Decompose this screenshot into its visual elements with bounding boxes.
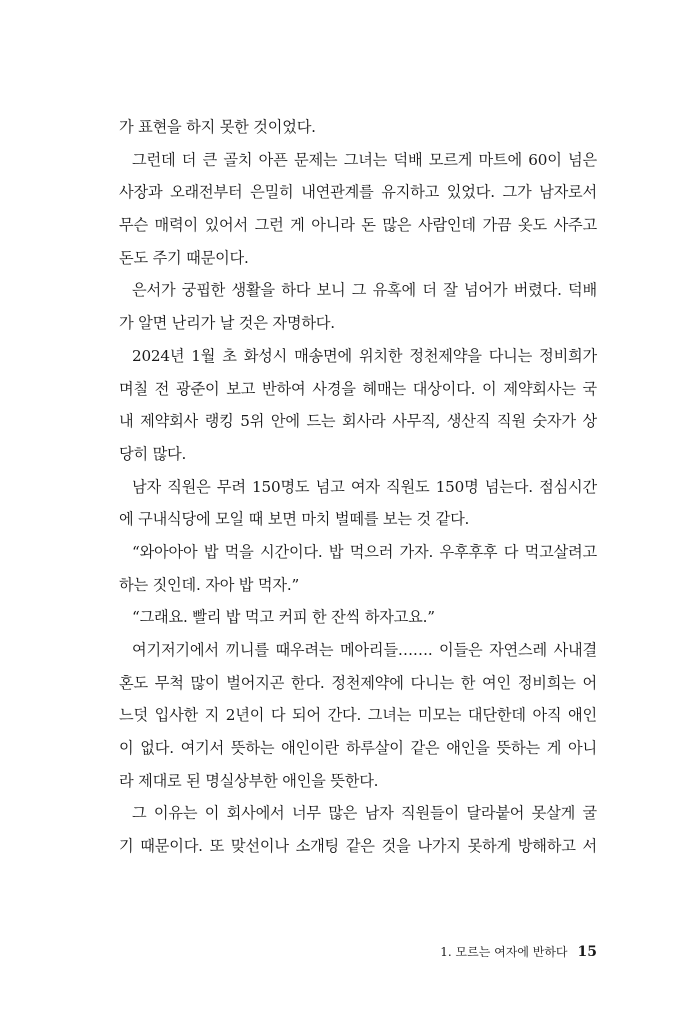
- chapter-title: 1. 모르는 여자에 반하다: [440, 945, 568, 959]
- text-line: 남자 직원은 무려 150명도 넘고 여자 직원도 150명 넘는다. 점심시간: [132, 477, 597, 496]
- text-line: 혼도 무척 많이 벌어지곤 한다. 정천제약에 다니는 한 여인 정비희는 어: [119, 673, 597, 692]
- text-line: 사장과 오래전부터 은밀히 내연관계를 유지하고 있었다. 그가 남자로서: [119, 183, 597, 202]
- page-number: 15: [577, 944, 597, 960]
- text-line: 내 제약회사 랭킹 5위 안에 드는 회사라 사무직, 생산직 직원 숫자가 상: [119, 412, 597, 431]
- text-line: 이 없다. 여기서 뜻하는 애인이란 하루살이 같은 애인을 뜻하는 게 아니: [119, 739, 597, 758]
- text-line: 그 이유는 이 회사에서 너무 많은 남자 직원들이 달라붙어 못살게 굴: [132, 804, 597, 823]
- text-line: 에 구내식당에 모일 때 보면 마치 벌떼를 보는 것 같다.: [119, 510, 470, 529]
- running-footer: [440, 943, 597, 960]
- text-line: 가 표현을 하지 못한 것이었다.: [119, 118, 316, 136]
- text-line: 2024년 1월 초 화성시 매송면에 위치한 정천제약을 다니는 정비희가: [132, 346, 597, 365]
- text-line: 느덧 입사한 지 2년이 다 되어 간다. 그녀는 미모는 대단한데 아직 애인: [119, 706, 597, 725]
- text-line: 무슨 매력이 있어서 그런 게 아니라 돈 많은 사람인데 가끔 옷도 사주고: [119, 216, 597, 235]
- text-line: “그래요. 빨리 밥 먹고 커피 한 잔씩 하자고요.”: [132, 608, 435, 627]
- body-text: [119, 111, 597, 863]
- text-line: 가 알면 난리가 날 것은 자명하다.: [119, 314, 335, 333]
- text-line: 여기저기에서 끼니를 때우려는 메아리들……. 이들은 자연스레 사내결: [132, 641, 597, 659]
- text-line: 하는 짓인데. 자아 밥 먹자.”: [119, 575, 300, 594]
- text-line: 며칠 전 광준이 보고 반하여 사경을 헤매는 대상이다. 이 제약회사는 국: [119, 379, 597, 398]
- text-line: “와아아아 밥 먹을 시간이다. 밥 먹으러 가자. 우후후후 다 먹고살려고: [132, 542, 597, 561]
- text-line: 기 때문이다. 또 맞선이나 소개팅 같은 것을 나가지 못하게 방해하고 서: [119, 837, 597, 856]
- text-line: 그런데 더 큰 골치 아픈 문제는 그녀는 덕배 모르게 마트에 60이 넘은: [132, 150, 597, 169]
- text-line: 은서가 궁핍한 생활을 하다 보니 그 유혹에 더 잘 넘어가 버렸다. 덕배: [132, 281, 597, 300]
- text-line: 라 제대로 된 명실상부한 애인을 뜻한다.: [119, 771, 379, 790]
- text-line: 돈도 주기 때문이다.: [119, 248, 249, 267]
- text-line: 당히 많다.: [119, 444, 187, 463]
